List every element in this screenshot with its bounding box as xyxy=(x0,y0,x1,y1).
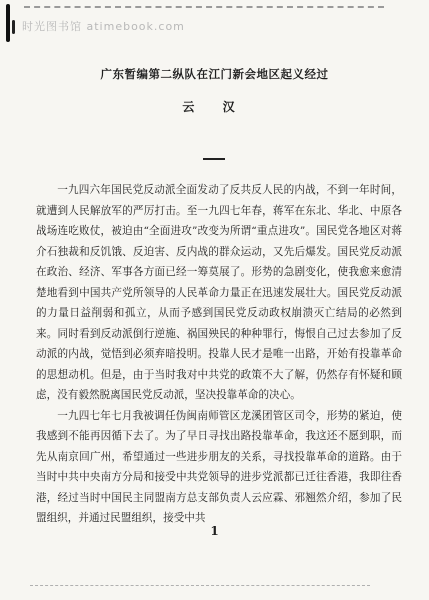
paragraph-1: 一九四六年国民党反动派全面发动了反共反人民的内战，不到一年时间，就遭到人民解放军的严厉打击。至一九四七年春，蒋军在东北、华北、中原各战场连吃败仗，被迫由“全面进攻”改变为所谓“重点进攻”。国民党各地区对蒋介石独裁和反饥饿、反迫害、反内战的群众运动，又先后爆发。国民党反动派在政治、经济、军事各方面已经一筹莫展了。形势的急剧变化，使我愈来愈清楚地看到中国共产党所领导的人民革命力量正在迅速发展壮大。国民党反动派的力量日益削弱和孤立，从而予感到国民党反动政权崩溃灭亡结局的必然到来。同时看到反动派倒行逆施、祸国殃民的种种罪行，悔恨自己过去参加了反动派的内战，觉悟到必须弃暗投明。投靠人民才是唯一出路，开始有投靠革命的思想动机。但是，由于当时我对中共党的政策不大了解，仍然存有怀疑和顾虑，没有毅然脱离国民党反动派，坚决投靠革命的决心。 xyxy=(36,184,402,401)
document-body xyxy=(36,180,402,529)
paragraph-2: 一九四七年七月我被调任伪闽南师管区龙溪团管区司令，形势的紧迫，使我感到不能再因循下去了。为了早日寻找出路投靠革命，我这还不愿到职，而先从南京回广州，希望通过一些进步朋友的关系，寻找投靠革命的道路。由于当时中共中央南方分局和接受中共党领导的进步党派都已迁往香港，我即往香港，经过当时中国民主同盟南方总支部负责人云应霖、邪翘然介绍，参加了民盟组织，并通过民盟组织，接受中共 xyxy=(36,409,402,524)
document-author: 云 汉 xyxy=(182,100,247,114)
title-divider xyxy=(203,158,225,160)
binding-edge-mark-small xyxy=(12,20,15,34)
watermark: 时光图书馆 atimebook.com xyxy=(22,20,185,33)
page-number: 1 xyxy=(210,524,219,538)
document-title: 广东暂编第二纵队在江门新会地区起义经过 xyxy=(100,67,329,81)
bottom-edge-dashes xyxy=(30,585,370,586)
top-edge-dashes xyxy=(24,6,384,8)
binding-edge-mark xyxy=(6,4,10,42)
